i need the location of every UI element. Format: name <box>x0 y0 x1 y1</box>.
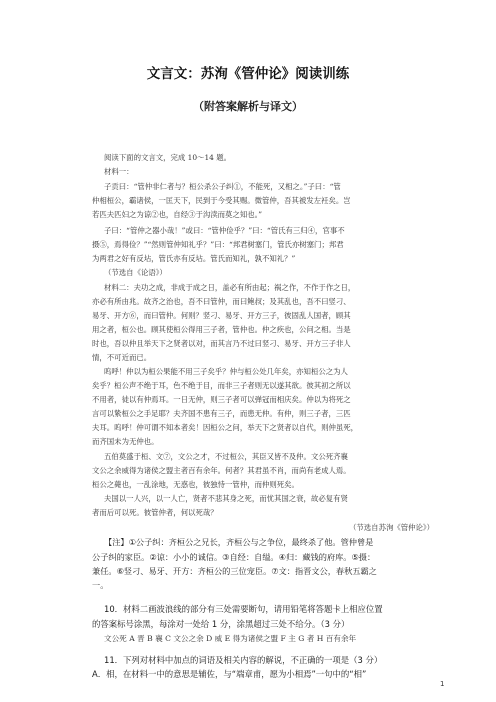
material1-line: 仲相桓公，霸诸侯，一匡天下，民到于今受其赐。微管仲，吾其被发左衽矣。岂 <box>92 196 351 205</box>
material1-line: 摄⑤，焉得俭？”“然则管仲知礼乎？”曰：“邦君树塞门，管氏亦树塞门；邦君 <box>92 240 344 249</box>
material1-label: 材料一： <box>104 167 134 176</box>
material2-line: 矣乎？桓公声不绝于耳，色不绝于目，而非三子者则无以遂其欲。彼其初之所以 <box>92 381 351 390</box>
question-11: 11．下列对材料中加点的词语及相关内容的解说，不正确的一项是（3 分） <box>104 655 383 665</box>
material2-line: 五伯莫盛于桓、文⑦，文公之才，不过桓公，其臣又皆不及仲。文公死齐襄 <box>104 452 348 461</box>
question-10: 的答案标号涂黑，每涂对一处给 1 分，涂黑超过三处不给分。（3 分） <box>92 619 350 629</box>
material2-line: 不用者，徒以有仲焉耳。一日无仲，则三子者可以弹冠而相庆矣。仲以为将死之 <box>92 395 351 404</box>
material2-line: 材料二：夫功之成，非成于成之日，盖必有所由起；祸之作，不作于作之日， <box>104 283 356 292</box>
question-11-option-a: A．相，在材料一中的意思是辅佐，与“端章甫，愿为小相焉”一句中的“相” <box>92 669 367 679</box>
notes-line: 公子纠的家臣。②谅：小小的诚信。③自经：自缢。④归：藏钱的府库。⑤摄： <box>92 552 376 562</box>
intro-text: 阅读下面的文言文，完成 10～14 题。 <box>104 153 231 162</box>
material2-line: 而齐国未为无仲也。 <box>92 437 159 446</box>
material2-line: 桓公之薨也，一乱涂地，无惑也，彼独恃一管仲，而仲则死矣。 <box>92 480 299 489</box>
material2-line: 文公之余威得为诸侯之盟主者百有余年。何者？其君虽不肖，而尚有老成人焉。 <box>92 466 351 475</box>
document-title: 文言文：苏洵《管仲论》阅读训练 <box>146 66 350 82</box>
material1-line: 若匹夫匹妇之为谅②也，自经③于沟渎而莫之知也。” <box>92 210 263 219</box>
page-number: 1 <box>440 680 445 688</box>
notes-line: 一。 <box>92 580 109 590</box>
material1-line: 子曰：“管仲之器小哉！”或曰：“管仲俭乎？”曰：“管氏有三归④，官事不 <box>104 226 345 235</box>
document-subtitle: （附答案解析与译文） <box>193 100 303 113</box>
question-10-options: 文公死 A 晋 B 襄 C 文公之余 D 威 E 得为诸侯之盟 F 主 G 者 H 百有余年 <box>104 634 357 643</box>
material2-line: 夫国以一人兴，以一人亡，贤者不悲其身之死，而忧其国之衰，故必复有贤 <box>104 494 348 503</box>
material1-line: 为两君之好有反坫，管氏亦有反坫。管氏而知礼，孰不知礼？” <box>92 254 296 263</box>
notes-line: 兼任。⑥竖刁、易牙、开方：齐桓公的三位宠臣。⑦文：指晋文公，春秋五霸之 <box>92 566 377 576</box>
material2-line: 言可以絷桓公之手足耶？夫齐国不患有三子，而患无仲。有仲，则三子者，三匹 <box>92 409 351 418</box>
material2-line: 易牙、开方⑥，而曰管仲。何则？竖刁、易牙、开方三子，彼固乱人国者，顾其 <box>92 311 351 320</box>
material1-source: （节选自《论语》） <box>104 268 167 277</box>
material2-line: 用之者，桓公也。顾其使桓公得用三子者，管仲也。仲之疾也，公问之相。当是 <box>92 325 351 334</box>
material2-line: 情，不可近而已。 <box>92 353 152 362</box>
material2-line: 亦必有所由兆。故齐之治也，吾不曰管仲，而曰鲍叔；及其乱也，吾不曰竖刁、 <box>92 297 351 306</box>
material1-line: 子贡曰：“管仲非仁者与？桓公杀公子纠①，不能死，又相之。”子曰：“管 <box>104 182 341 191</box>
material2-line: 夫耳。呜呼！仲可谓不知本者矣！因桓公之问，举天下之贤者以自代，则仲虽死， <box>92 423 359 432</box>
material2-line: 呜呼！仲以为桓公果能不用三子矣乎？仲与桓公处几年矣，亦知桓公之为人 <box>104 367 348 376</box>
material2-line: 时也，吾以仲且举天下之贤者以对，而其言乃不过曰竖刁、易牙、开方三子非人 <box>92 339 351 348</box>
material2-label: 材料二： <box>104 283 134 292</box>
notes-line: 【注】①公子纠：齐桓公之兄长，齐桓公与之争位，最终杀了他。管仲曾是 <box>104 537 374 547</box>
question-10: 10．材料二画波浪线的部分有三处需要断句，请用铅笔将答题卡上相应位置 <box>104 604 383 614</box>
material2-source: （节选自苏洵《管仲论》） <box>349 523 434 532</box>
material2-line: 者而后可以死。彼管仲者，何以死哉？ <box>92 508 218 517</box>
